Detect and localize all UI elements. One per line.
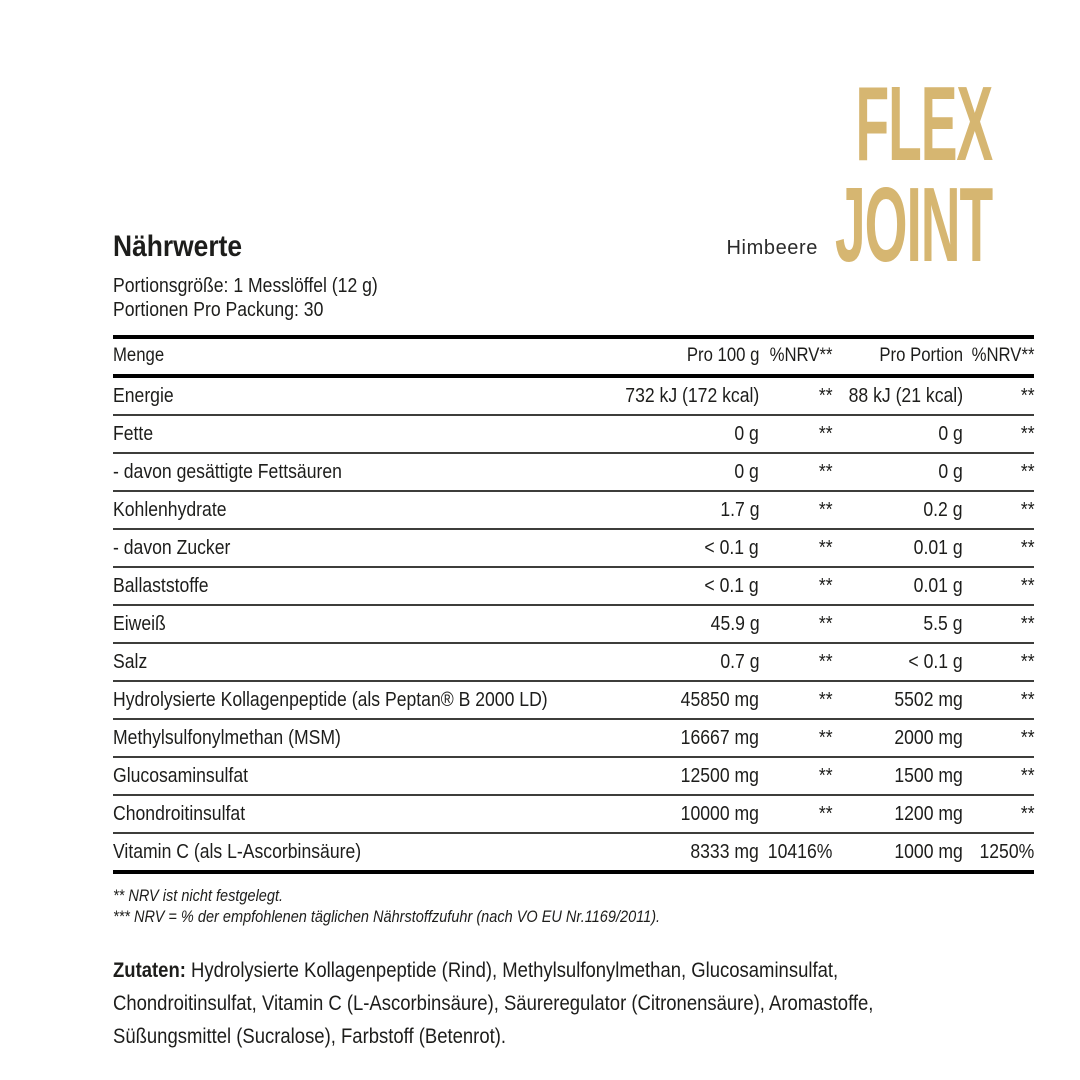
table-row (113, 643, 1034, 681)
nrv-100g-cell: 10416% (768, 841, 833, 863)
per-100g-cell: 12500 mg (680, 765, 760, 787)
footnotes (113, 886, 985, 928)
nrv-portion-cell: ** (1020, 651, 1035, 673)
nrv-100g-cell: ** (818, 461, 833, 483)
nrv-100g-cell: ** (818, 689, 833, 711)
per-portion-cell: 0.01 g (913, 575, 963, 597)
page-title: Nährwerte (113, 230, 243, 263)
col-header-nrv-100: %NRV** (769, 345, 833, 366)
nutrient-label-cell: Energie (113, 385, 174, 407)
nutrient-label-cell: Salz (113, 651, 148, 673)
per-100g-cell: 10000 mg (680, 803, 760, 825)
col-header-pro-portion: Pro Portion (879, 345, 963, 366)
per-portion-cell: 2000 mg (894, 727, 963, 749)
nutrient-label-cell: Vitamin C (als L-Ascorbinsäure) (113, 841, 362, 863)
nrv-100g-cell: ** (818, 499, 833, 521)
per-portion-cell: 0 g (938, 461, 963, 483)
per-100g-cell: < 0.1 g (704, 537, 760, 559)
nutrient-label-cell: - davon Zucker (113, 537, 231, 559)
table-row (113, 719, 1034, 757)
nrv-portion-cell: ** (1020, 423, 1035, 445)
per-portion-cell: 1000 mg (894, 841, 963, 863)
nrv-100g-cell: ** (818, 423, 833, 445)
footnote-nrv-definition: *** NRV = % der empfohlenen täglichen Nährstoffzufuhr (nach VO EU Nr.1169/2011). (113, 908, 661, 926)
per-100g-cell: 0 g (734, 461, 760, 483)
per-portion-cell: 1200 mg (894, 803, 963, 825)
per-portion-cell: 88 kJ (21 kcal) (848, 385, 963, 407)
nutrient-label-cell: Glucosaminsulfat (113, 765, 248, 787)
per-100g-cell: 732 kJ (172 kcal) (625, 385, 760, 407)
table-row (113, 605, 1034, 643)
nrv-portion-cell: ** (1020, 727, 1035, 749)
nrv-portion-cell: ** (1020, 689, 1035, 711)
nutrition-table (113, 335, 1034, 874)
nrv-100g-cell: ** (818, 727, 833, 749)
nrv-100g-cell: ** (818, 803, 833, 825)
col-header-pro100g: Pro 100 g (686, 345, 760, 366)
table-row (113, 681, 1034, 719)
per-100g-cell: 45.9 g (710, 613, 760, 635)
ingredients-paragraph (113, 954, 905, 1053)
per-100g-cell: 45850 mg (680, 689, 760, 711)
servings-per-pack: Portionen Pro Packung: 30 (113, 299, 324, 321)
nutrient-label-cell: - davon gesättigte Fettsäuren (113, 461, 342, 483)
footnote-nrv-not-set: ** NRV ist nicht festgelegt. (113, 887, 284, 905)
per-100g-cell: 16667 mg (680, 727, 760, 749)
nutrient-label-cell: Methylsulfonylmethan (MSM) (113, 727, 341, 749)
table-row (113, 757, 1034, 795)
nrv-portion-cell: 1250% (979, 841, 1035, 863)
nrv-100g-cell: ** (818, 537, 833, 559)
col-header-nrv-portion: %NRV** (971, 345, 1035, 366)
per-100g-cell: 0.7 g (720, 651, 760, 673)
per-portion-cell: 0.2 g (923, 499, 963, 521)
per-portion-cell: 0 g (938, 423, 963, 445)
table-row (113, 453, 1034, 491)
nrv-portion-cell: ** (1020, 499, 1035, 521)
table-header-row (113, 337, 1034, 376)
per-100g-cell: < 0.1 g (704, 575, 760, 597)
nrv-portion-cell: ** (1020, 385, 1035, 407)
per-portion-cell: 0.01 g (913, 537, 963, 559)
per-portion-cell: < 0.1 g (908, 651, 963, 673)
nrv-100g-cell: ** (818, 575, 833, 597)
brand-logo-line1: FLEX (855, 65, 992, 183)
nrv-100g-cell: ** (818, 765, 833, 787)
table-row (113, 567, 1034, 605)
nutrient-label-cell: Eiweiß (113, 613, 166, 635)
nrv-100g-cell: ** (818, 613, 833, 635)
serving-info (113, 274, 985, 322)
nrv-portion-cell: ** (1020, 803, 1035, 825)
nutrient-label-cell: Chondroitinsulfat (113, 803, 246, 825)
nrv-portion-cell: ** (1020, 461, 1035, 483)
table-row (113, 415, 1034, 453)
table-row (113, 795, 1034, 833)
flavor-label: Himbeere (726, 237, 818, 259)
table-row (113, 529, 1034, 567)
per-100g-cell: 0 g (734, 423, 760, 445)
nrv-portion-cell: ** (1020, 765, 1035, 787)
ingredients-label: Zutaten: (113, 959, 186, 982)
nrv-portion-cell: ** (1020, 575, 1035, 597)
col-header-menge: Menge (113, 345, 165, 366)
nutrition-table-head (113, 337, 1034, 376)
nrv-100g-cell: ** (818, 651, 833, 673)
nrv-100g-cell: ** (818, 385, 833, 407)
per-portion-cell: 1500 mg (894, 765, 963, 787)
nutrition-content (113, 230, 1035, 1053)
nutrient-label-cell: Ballaststoffe (113, 575, 209, 597)
table-row (113, 376, 1034, 415)
brand-logo-line2: JOINT (834, 165, 992, 284)
table-row (113, 833, 1034, 872)
per-portion-cell: 5502 mg (894, 689, 963, 711)
nutrient-label-cell: Fette (113, 423, 154, 445)
nutrient-label-cell: Kohlenhydrate (113, 499, 227, 521)
serving-size: Portionsgröße: 1 Messlöffel (12 g) (113, 275, 378, 297)
per-portion-cell: 5.5 g (923, 613, 963, 635)
nrv-portion-cell: ** (1020, 537, 1035, 559)
per-100g-cell: 1.7 g (720, 499, 760, 521)
nutrition-table-body (113, 376, 1034, 872)
table-row (113, 491, 1034, 529)
ingredients-text: Hydrolysierte Kollagenpeptide (Rind), Methylsulfonylmethan, Glucosaminsulfat, Chondroitinsulfat, Vitamin C (L-Ascorbinsäure), Säureregulator (Citronensäure), Aromastoffe, Süßungsmittel (Sucralose), Farbstoff (Betenrot). (113, 959, 874, 1048)
nrv-portion-cell: ** (1020, 613, 1035, 635)
nutrient-label-cell: Hydrolysierte Kollagenpeptide (als Peptan® B 2000 LD) (113, 689, 548, 711)
per-100g-cell: 8333 mg (690, 841, 760, 863)
